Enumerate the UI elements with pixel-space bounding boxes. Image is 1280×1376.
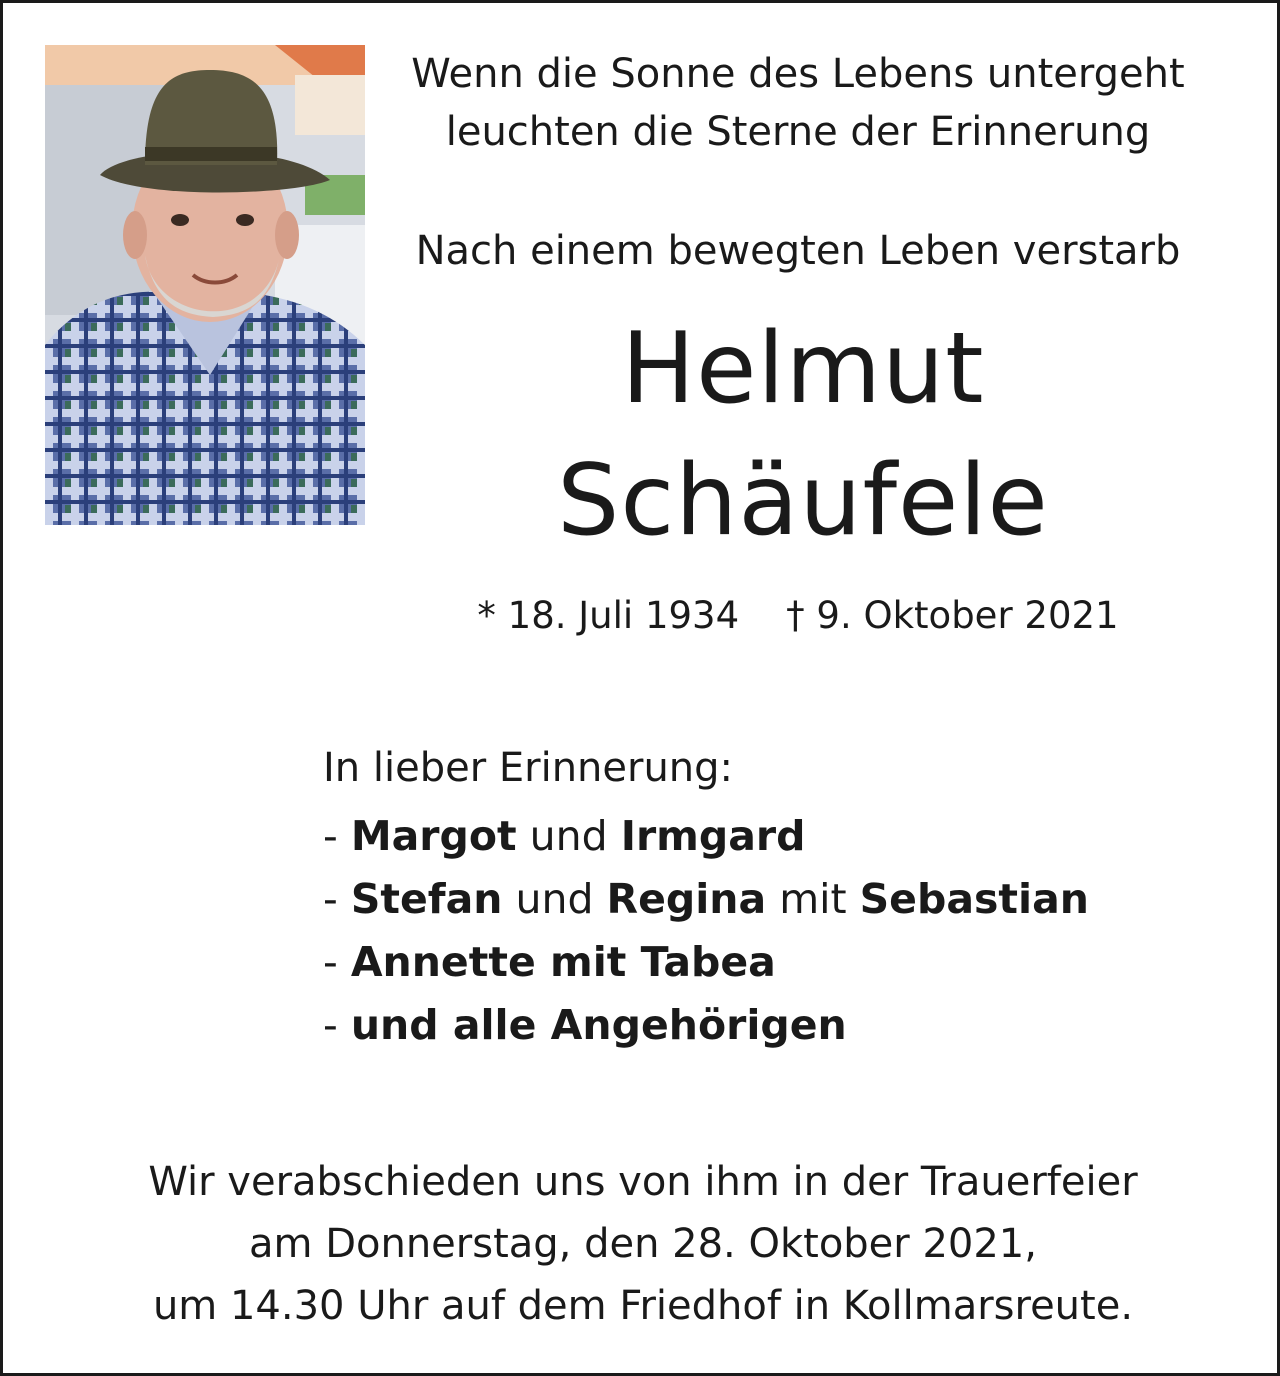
mourner-connector: mit	[766, 875, 860, 923]
quote-line: Wenn die Sonne des Lebens untergeht	[411, 51, 1185, 97]
death-date: † 9. Oktober 2021	[786, 594, 1119, 637]
mourner-line	[323, 994, 1089, 1057]
mourner-connector: -	[323, 1001, 351, 1049]
service-line: um 14.30 Uhr auf dem Friedhof in Kollmarsreute.	[152, 1283, 1134, 1329]
funeral-service-info	[43, 1151, 1243, 1337]
mourner-line	[323, 868, 1089, 931]
mourner-name: Annette mit Tabea	[350, 938, 776, 986]
mourner-name: Stefan	[350, 875, 503, 923]
mourner-line	[323, 931, 1089, 994]
mourners-list	[323, 805, 1089, 1057]
quote-line: leuchten die Sterne der Erinnerung	[445, 109, 1151, 155]
mourner-connector: und	[502, 875, 607, 923]
deceased-name	[375, 303, 1231, 567]
mourner-name: und alle Angehörigen	[350, 1001, 847, 1049]
intro-text: Nach einem bewegten Leben verstarb	[415, 228, 1181, 274]
life-dates	[375, 591, 1221, 641]
mourner-name: Margot	[350, 812, 517, 860]
mourner-name: Irmgard	[620, 812, 806, 860]
service-line: am Donnerstag, den 28. Oktober 2021,	[249, 1221, 1037, 1267]
first-name: Helmut	[621, 312, 985, 426]
mourner-connector: -	[323, 812, 351, 860]
mourner-connector: -	[323, 938, 351, 986]
memorial-quote	[375, 45, 1221, 161]
mourner-name: Sebastian	[859, 875, 1089, 923]
mourner-line	[323, 805, 1089, 868]
mourner-name: Regina	[606, 875, 767, 923]
mourner-connector: -	[323, 875, 351, 923]
service-line: Wir verabschieden uns von ihm in der Trauerfeier	[148, 1159, 1138, 1205]
remembrance-heading: In lieber Erinnerung:	[323, 745, 734, 791]
birth-date: * 18. Juli 1934	[477, 594, 740, 637]
portrait-illustration	[45, 45, 365, 525]
last-name: Schäufele	[557, 444, 1049, 558]
mourner-connector: und	[516, 812, 621, 860]
portrait-photo	[45, 45, 365, 525]
